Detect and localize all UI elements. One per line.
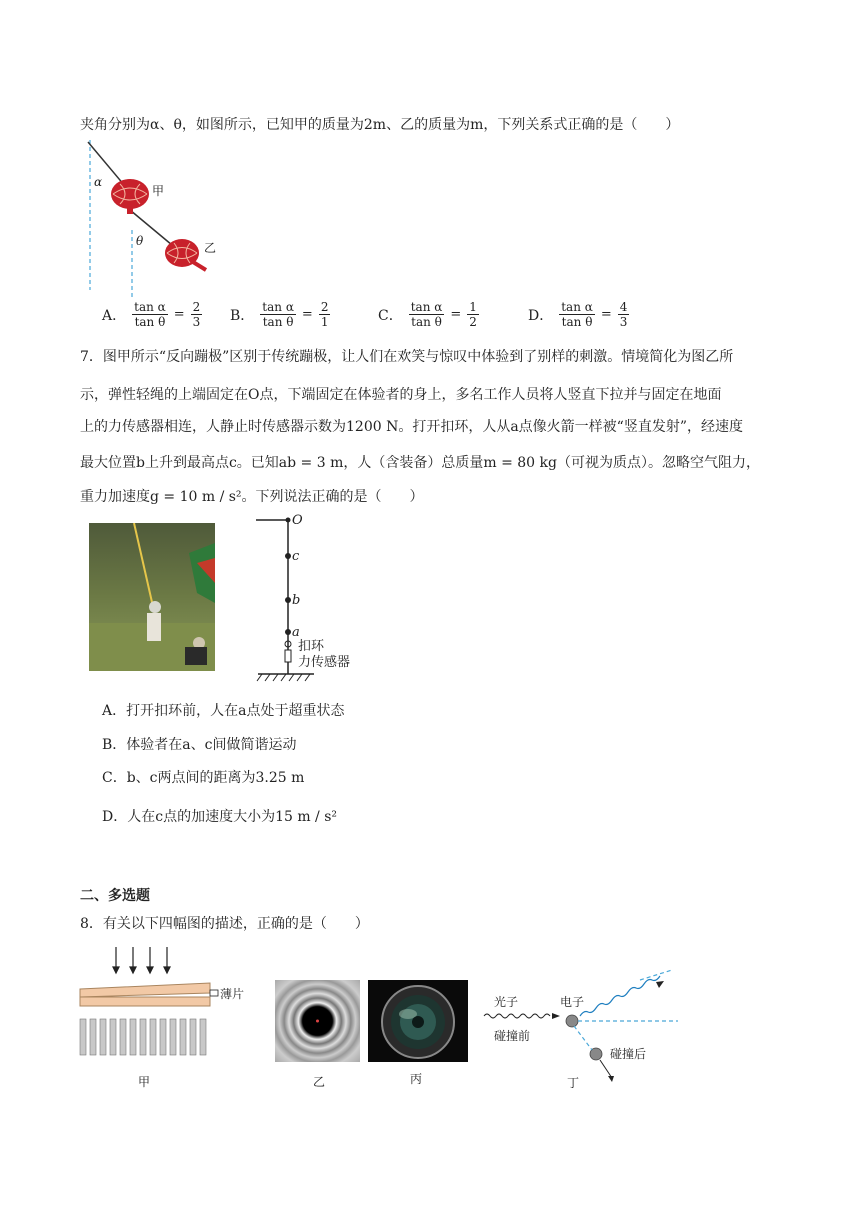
q7-line-1: 7．图甲所示“反向蹦极”区别于传统蹦极，让人们在欢笑与惊叹中体验到了别样的刺激。情境简化为图乙所 (80, 349, 734, 365)
q6-option-c[interactable]: C． $\frac{\text{tan α}}{\text{tan θ}}$ = $\frac{1}{2}$ (378, 300, 477, 329)
fraction-lhs: $\frac{\text{tan α}}{\text{tan θ}}$ (561, 300, 593, 329)
q7-line-5: 重力加速度g = 10 m / s²。下列说法正确的是（ ） (80, 489, 424, 505)
q7-option-a[interactable]: A．打开扣环前，人在a点处于超重状态 (102, 703, 345, 719)
alpha-label: α (94, 175, 103, 189)
option-letter: A． (102, 307, 127, 324)
fraction-lhs: $\frac{\text{tan α}}{\text{tan θ}}$ (134, 300, 166, 329)
option-letter: B． (230, 307, 255, 324)
lantern-yi-icon (165, 239, 206, 270)
q8-stem: 8．有关以下四幅图的描述，正确的是（ ） (80, 916, 369, 932)
fraction-rhs: $\frac{2}{1}$ (320, 300, 329, 329)
fraction-lhs: $\frac{\text{tan α}}{\text{tan θ}}$ (262, 300, 294, 329)
thin-sheet-label: 薄片 (220, 987, 245, 1001)
diffraction-rings-figure (275, 980, 360, 1062)
q6-lantern-figure (80, 140, 230, 300)
jia-label: 甲 (152, 184, 165, 198)
point-b-label: b (292, 593, 301, 608)
section-title: 二、多选题 (80, 888, 150, 904)
point-a-label: a (292, 625, 300, 640)
fig-bing-caption: 丙 (410, 1072, 423, 1086)
before-label: 碰撞前 (494, 1029, 531, 1043)
fraction-rhs: $\frac{1}{2}$ (469, 300, 477, 329)
bungee-photo (89, 523, 215, 671)
option-letter: D． (528, 307, 554, 324)
q7-line-4: 最大位置b上升到最高点c。已知ab = 3 m，人（含装备）总质量m = 80 kg（可视为质点）。忽略空气阻力， (80, 455, 760, 471)
point-c-label: c (292, 549, 300, 564)
buckle-label: 扣环 (298, 639, 325, 654)
q7-option-b[interactable]: B．体验者在a、c间做简谐运动 (102, 737, 297, 753)
compton-scattering-figure (480, 966, 680, 1084)
q7-option-d[interactable]: D．人在c点的加速度大小为15 m / s² (102, 809, 338, 825)
q6-option-a[interactable]: A． $\frac{\text{tan α}}{\text{tan θ}}$ = $\frac{2}{3}$ (102, 300, 201, 329)
bungee-diagram (250, 510, 370, 690)
q7-option-c[interactable]: C．b、c两点间的距离为3.25 m (102, 770, 305, 786)
after-label: 碰撞后 (610, 1047, 647, 1061)
electron-label: 电子 (560, 995, 585, 1009)
fig-ding-caption: 丁 (567, 1076, 580, 1090)
q7-line-3: 上的力传感器相连，人静止时传感器示数为1200 N。打开扣环，人从a点像火箭一样被“竖直发射”，经速度 (80, 419, 743, 435)
thin-film-figure (78, 945, 258, 1065)
fraction-rhs: $\frac{4}{3}$ (619, 300, 628, 329)
q6-option-d[interactable]: D． $\frac{\text{tan α}}{\text{tan θ}}$ = $\frac{4}{3}$ (528, 300, 628, 329)
yi-label: 乙 (204, 241, 217, 255)
fraction-rhs: $\frac{2}{3}$ (192, 300, 201, 329)
theta-label: θ (136, 234, 144, 248)
q7-line-2: 示，弹性轻绳的上端固定在O点，下端固定在体验者的身上，多名工作人员将人竖直下拉并与固定在地面 (80, 387, 722, 403)
sensor-label: 力传感器 (298, 655, 351, 670)
photon-label: 光子 (494, 995, 519, 1009)
fig-yi-caption: 乙 (313, 1075, 326, 1089)
point-O-label: O (292, 513, 303, 528)
fraction-lhs: $\frac{\text{tan α}}{\text{tan θ}}$ (410, 300, 443, 329)
fig-jia-caption: 甲 (138, 1075, 151, 1089)
option-letter: C． (378, 307, 403, 324)
lantern-jia-icon (111, 179, 149, 214)
q6-stem: 夹角分别为α、θ，如图所示，已知甲的质量为2m、乙的质量为m，下列关系式正确的是（ ） (80, 117, 680, 133)
camera-lens-figure (368, 980, 468, 1062)
q6-option-b[interactable]: B． $\frac{\text{tan α}}{\text{tan θ}}$ = $\frac{2}{1}$ (230, 300, 329, 329)
